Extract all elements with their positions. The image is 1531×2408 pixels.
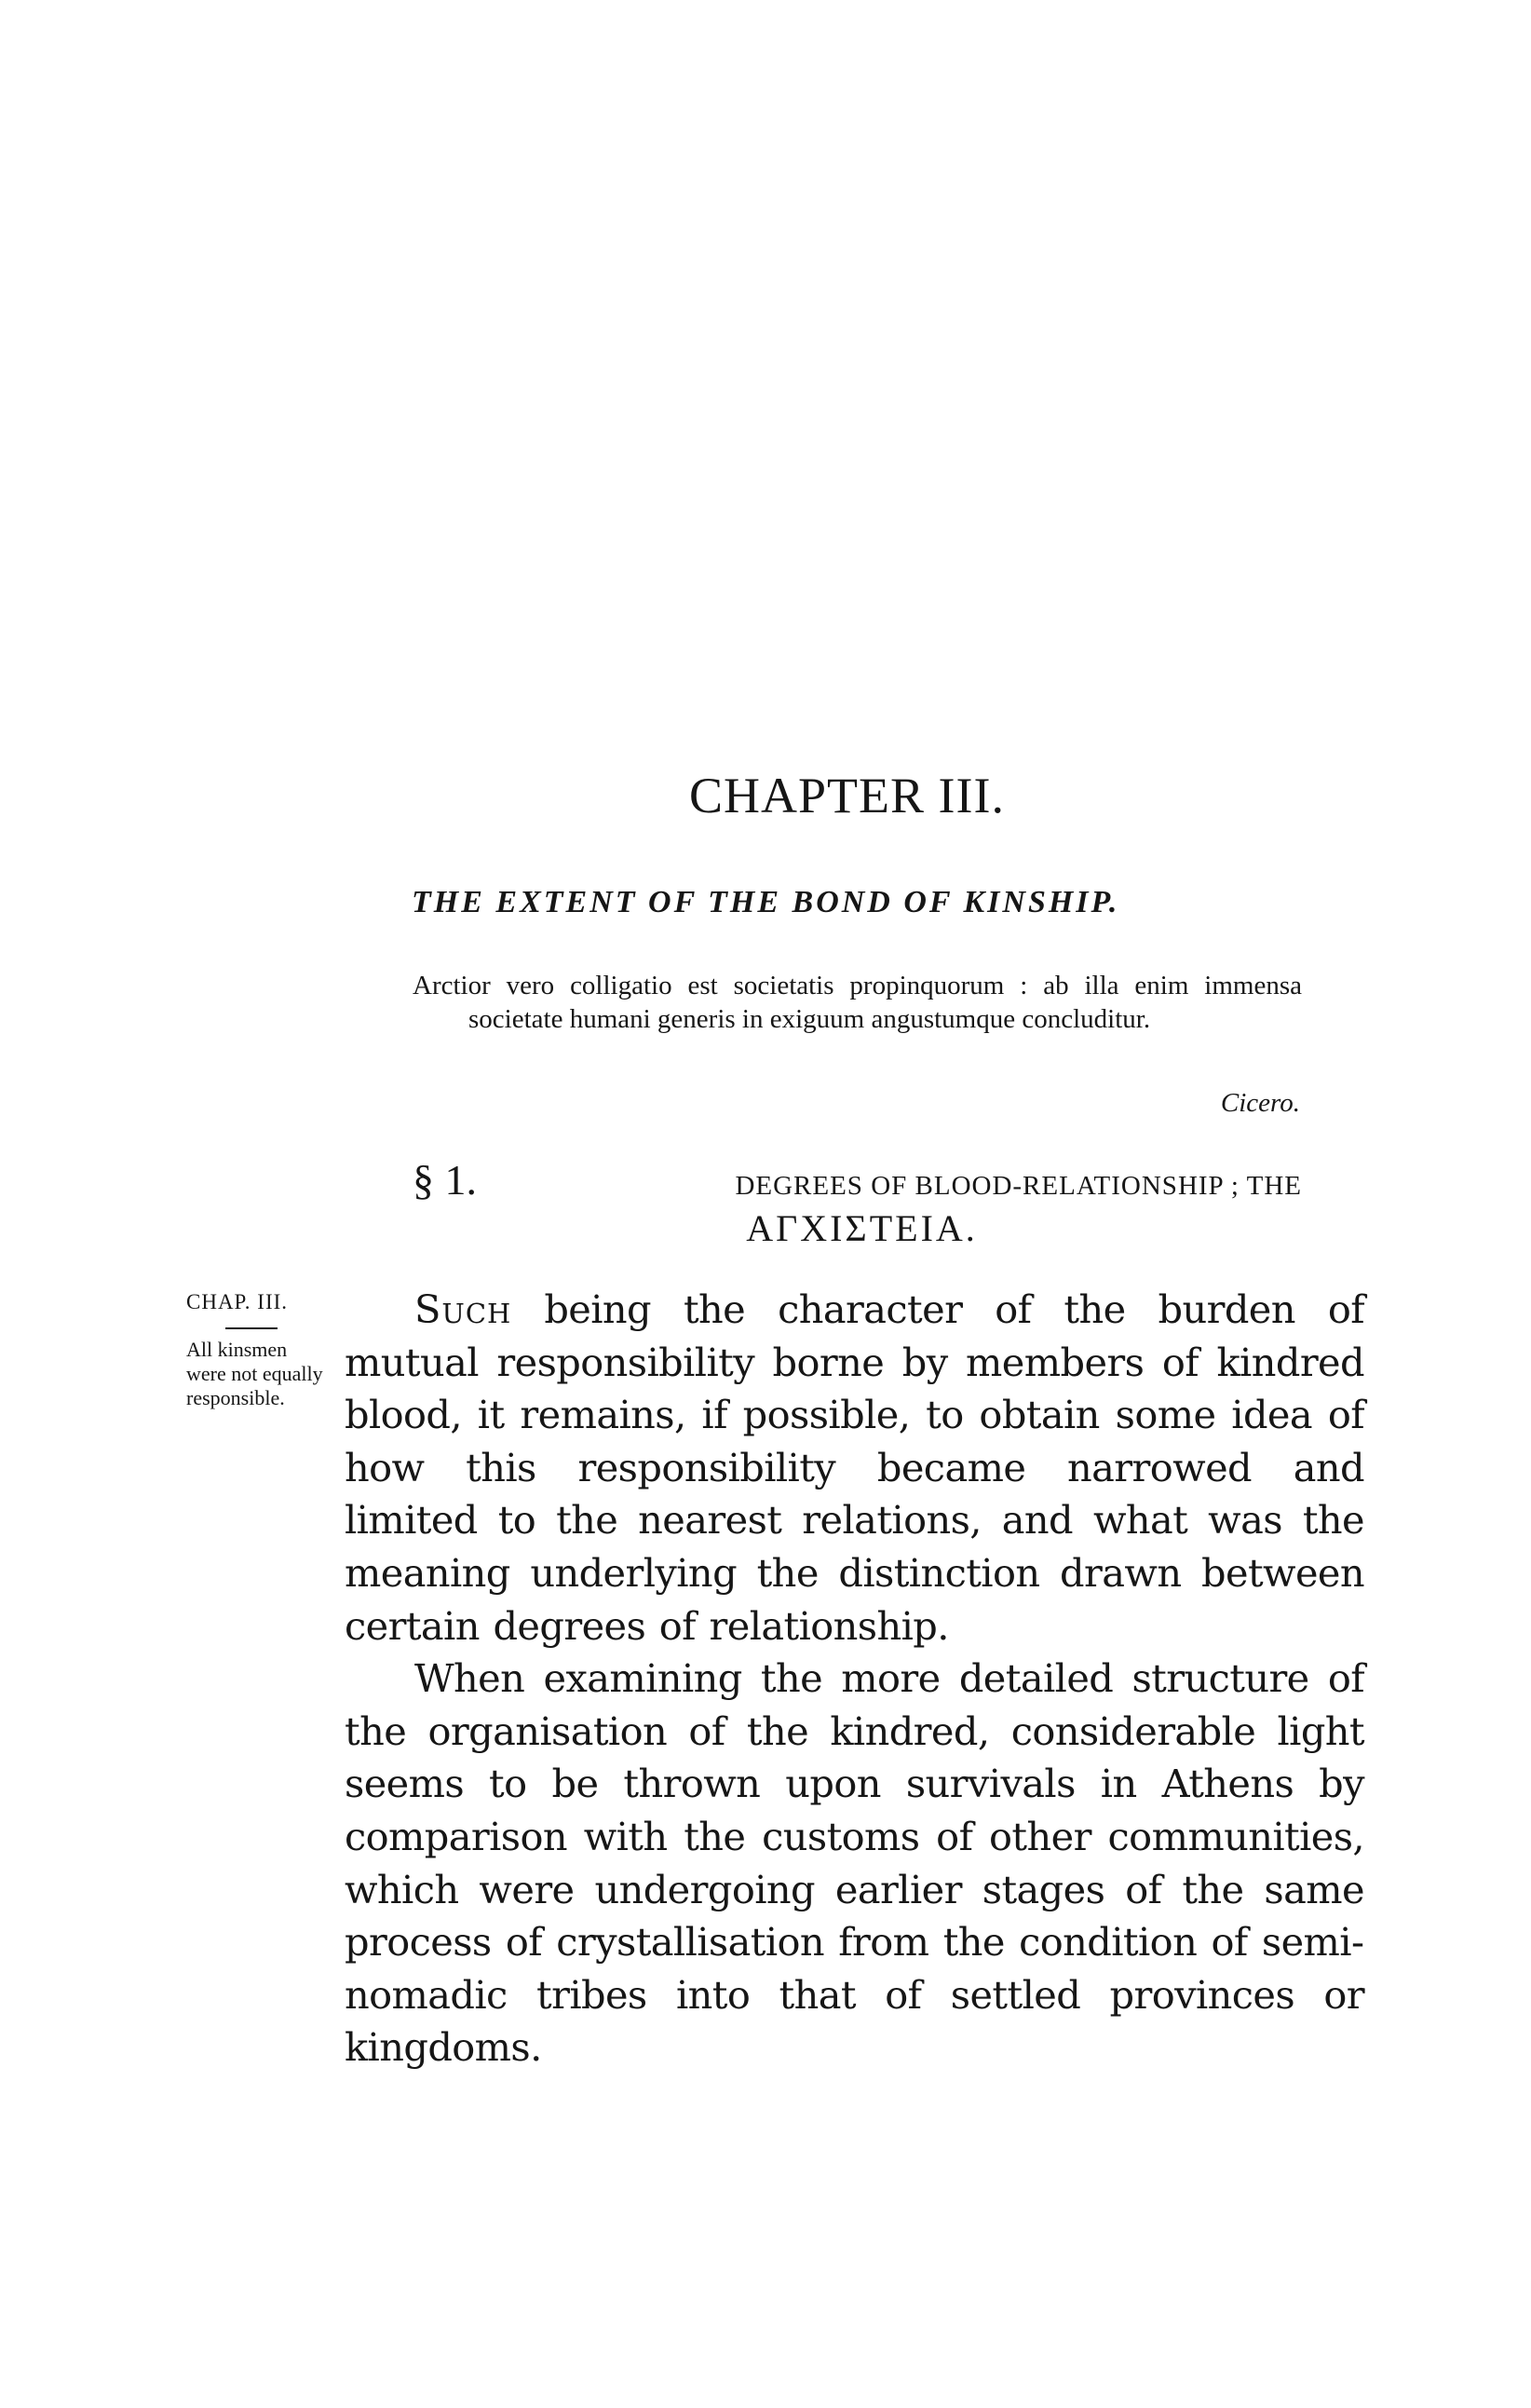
margin-note-text: All kinsmen were not equally responsible. xyxy=(186,1338,323,1409)
section-heading-line xyxy=(413,1155,1302,1204)
epigraph-attribution: Cicero. xyxy=(1220,1088,1300,1118)
paragraph-lead-word: Such xyxy=(414,1286,512,1332)
margin-chapter-ref: CHAP. III. xyxy=(186,1290,289,1313)
section-greek-title: ΑΓΧΙΣΤΕΙΑ. xyxy=(746,1207,978,1249)
body-text xyxy=(345,1284,1364,2075)
margin-note xyxy=(186,1290,324,1410)
chapter-subtitle: THE EXTENT OF THE BOND OF KINSHIP. xyxy=(412,885,1120,919)
epigraph: Arctior vero colligatio est societatis propinquorum : ab illa enim immensa societate humani generis in exiguum angustumque concluditur. xyxy=(413,971,1302,1034)
paragraph-2: When examining the more detailed structure of the organisation of the kindred, considerable light seems to be thrown upon survivals in Athens by comparison with the customs of other communities, which were undergoing earlier stages of the same process of crystallisation from the condition of seminomadic tribes into that of settled provinces or kingdoms. xyxy=(345,1655,1364,2071)
paragraph-1-text: being the character of the burden of mutual responsibility borne by members of kindred blood, it remains, if possible, to obtain some idea of how this responsibility became narrowed and limited to the nearest relations, and what was the meaning underlying the distinction drawn between certain degrees of relationship. xyxy=(345,1286,1364,1649)
section-heading xyxy=(413,1155,1302,1250)
margin-rule xyxy=(225,1327,278,1329)
section-mark: § 1. xyxy=(413,1156,477,1204)
section-title: DEGREES OF BLOOD-RELATIONSHIP ; THE xyxy=(735,1171,1302,1201)
paragraph-1 xyxy=(345,1284,1364,1653)
chapter-title: CHAPTER III. xyxy=(689,768,1005,823)
